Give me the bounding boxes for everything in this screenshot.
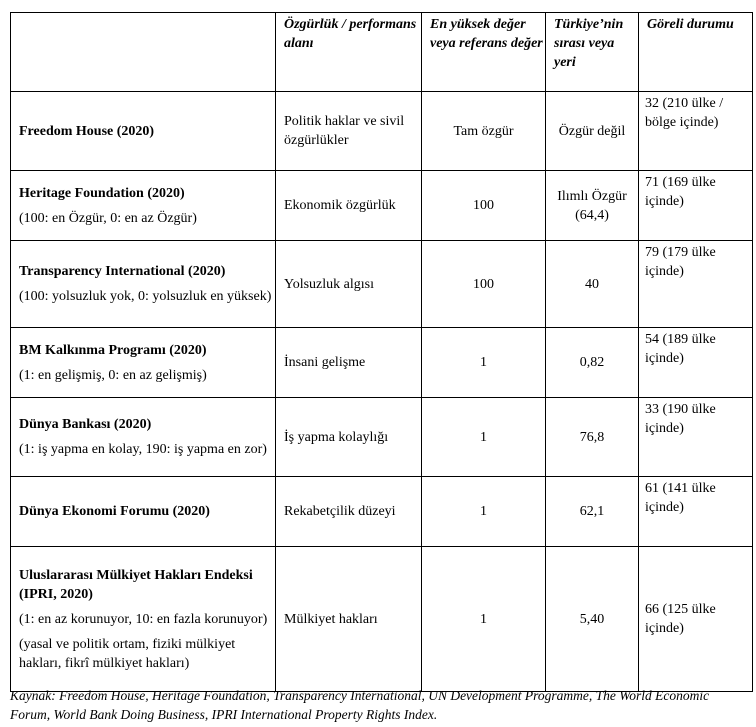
- header-turkey-rank: Türkiye’nin sırası veya yeri: [546, 13, 639, 92]
- turkey-rank-cell: 76,8: [546, 398, 639, 477]
- header-empty: [11, 13, 276, 92]
- index-title: Heritage Foundation (2020): [19, 185, 185, 201]
- turkey-rank-cell: Ilımlı Özgür (64,4): [546, 171, 639, 241]
- area-cell: İnsani gelişme: [276, 328, 422, 398]
- table-row: [11, 477, 753, 547]
- index-title: Transparency International (2020): [19, 264, 226, 279]
- index-description: (1: en az korunuyor, 10: en fazla korunuyor): [19, 611, 268, 627]
- index-description: (100: en Özgür, 0: en az Özgür): [19, 210, 197, 226]
- index-description: (100: yolsuzluk yok, 0: yolsuzluk en yüksek): [19, 289, 272, 304]
- max-value-cell: Tam özgür: [422, 92, 546, 171]
- turkey-rank-cell: 62,1: [546, 477, 639, 547]
- relative-cell: 79 (179 ülke içinde): [639, 241, 753, 328]
- index-description: (1: iş yapma en kolay, 190: iş yapma en zor): [19, 442, 267, 457]
- index-description-extra: (yasal ve politik ortam, fiziki mülkiyet hakları, fikrî mülkiyet hakları): [19, 636, 236, 671]
- area-cell: Rekabetçilik düzeyi: [276, 477, 422, 547]
- rankings-table: [10, 12, 753, 692]
- table-row: [11, 92, 753, 171]
- relative-cell: 33 (190 ülke içinde): [639, 398, 753, 477]
- turkey-rank-cell: 40: [546, 241, 639, 328]
- area-cell: Yolsuzluk algısı: [276, 241, 422, 328]
- turkey-rank-cell: Özgür değil: [546, 92, 639, 171]
- max-value-cell: 1: [422, 328, 546, 398]
- relative-cell: 61 (141 ülke içinde): [639, 477, 753, 547]
- turkey-rank-cell: 0,82: [546, 328, 639, 398]
- index-name-cell: [11, 241, 276, 328]
- index-name-cell: [11, 477, 276, 547]
- max-value-cell: 100: [422, 241, 546, 328]
- table-row: [11, 328, 753, 398]
- table-row: [11, 547, 753, 692]
- header-max-value: En yüksek değer veya referans değer: [422, 13, 546, 92]
- area-cell: Politik haklar ve sivil özgürlükler: [276, 92, 422, 171]
- index-name-cell: [11, 398, 276, 477]
- area-cell: İş yapma kolaylığı: [276, 398, 422, 477]
- relative-cell: 66 (125 ülke içinde): [639, 547, 753, 692]
- index-name-cell: [11, 92, 276, 171]
- index-title: Dünya Ekonomi Forumu (2020): [19, 504, 210, 519]
- area-cell: Ekonomik özgürlük: [276, 171, 422, 241]
- max-value-cell: 1: [422, 398, 546, 477]
- source-note: Kaynak: Freedom House, Heritage Foundation, Transparency International, UN Development Programme, The World Economic Forum, World Bank Doing Business, IPRI International Property Rights Index.: [10, 688, 710, 722]
- table-row: [11, 241, 753, 328]
- table-row: [11, 171, 753, 241]
- index-title: Uluslararası Mülkiyet Hakları Endeksi (IPRI, 2020): [19, 567, 253, 602]
- rankings-table-container: [10, 12, 752, 692]
- relative-cell: 71 (169 ülke içinde): [639, 171, 753, 241]
- header-relative: Göreli durumu: [639, 13, 753, 92]
- index-title: BM Kalkınma Programı (2020): [19, 342, 207, 358]
- table-row: [11, 398, 753, 477]
- table-header-row: [11, 13, 753, 92]
- header-area: Özgürlük / performans alanı: [276, 13, 422, 92]
- area-cell: Mülkiyet hakları: [276, 547, 422, 692]
- index-name-cell: [11, 171, 276, 241]
- index-title: Freedom House (2020): [19, 123, 155, 139]
- max-value-cell: 1: [422, 477, 546, 547]
- relative-cell: 32 (210 ülke / bölge içinde): [639, 92, 753, 171]
- index-title: Dünya Bankası (2020): [19, 417, 152, 432]
- turkey-rank-cell: 5,40: [546, 547, 639, 692]
- index-description: (1: en gelişmiş, 0: en az gelişmiş): [19, 367, 207, 383]
- max-value-cell: 100: [422, 171, 546, 241]
- index-name-cell: [11, 328, 276, 398]
- index-name-cell: [11, 547, 276, 692]
- max-value-cell: 1: [422, 547, 546, 692]
- relative-cell: 54 (189 ülke içinde): [639, 328, 753, 398]
